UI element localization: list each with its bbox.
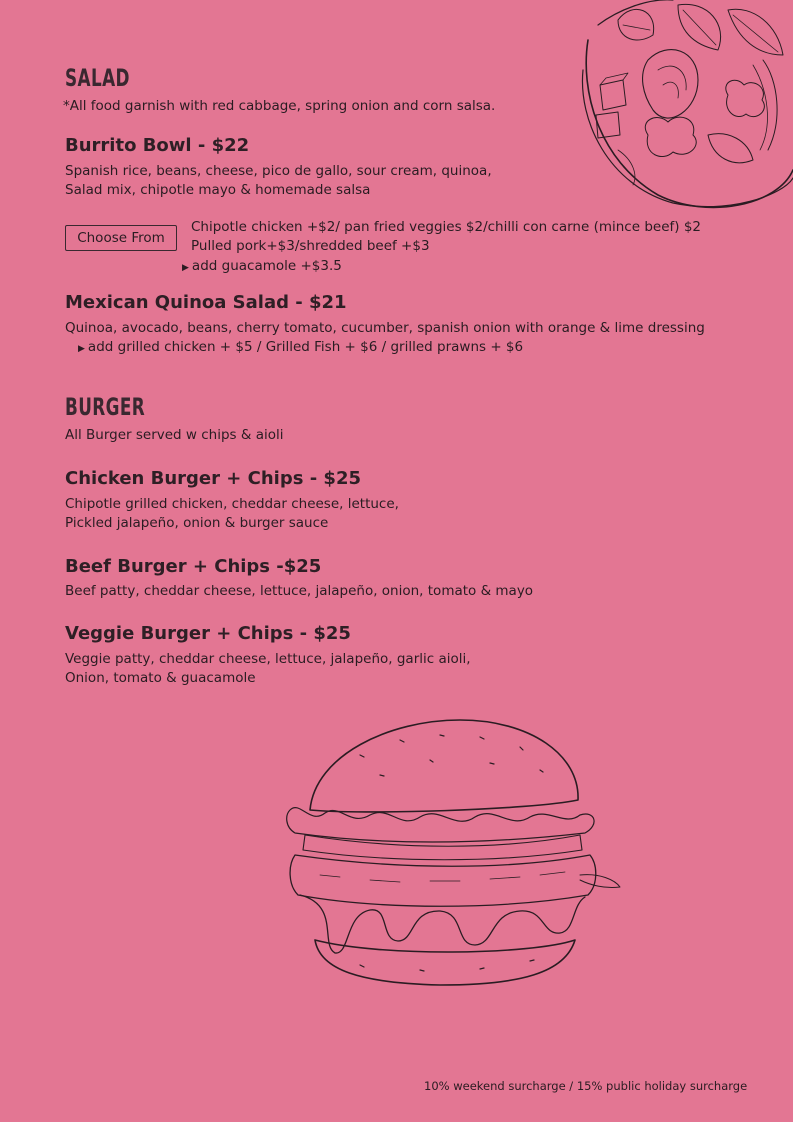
quinoa-addon	[78, 338, 523, 359]
choose-from-button[interactable]: Choose From	[65, 225, 177, 251]
burger-heading: BURGER	[65, 393, 146, 421]
veggie-desc-line-1: Veggie patty, cheddar cheese, lettuce, jalapeño, garlic aioli,	[65, 651, 471, 667]
salad-note: *All food garnish with red cabbage, spring onion and corn salsa.	[63, 98, 496, 114]
burger-note: All Burger served w chips & aioli	[65, 427, 284, 443]
burrito-options-line-2: Pulled pork+$3/shredded beef +$3	[191, 238, 430, 254]
burger-illustration	[280, 715, 625, 990]
arrow-icon: ▶	[78, 344, 85, 354]
salad-heading: SALAD	[65, 64, 130, 92]
veggie-burger-title: Veggie Burger + Chips - $25	[65, 623, 351, 644]
chicken-desc-line-1: Chipotle grilled chicken, cheddar cheese, lettuce,	[65, 496, 399, 512]
burrito-desc-line-2: Salad mix, chipotle mayo & homemade salsa	[65, 182, 371, 198]
burrito-options	[191, 218, 701, 256]
quinoa-salad-title: Mexican Quinoa Salad - $21	[65, 292, 347, 313]
salad-bowl-illustration	[578, 0, 793, 210]
chicken-burger-description	[65, 495, 399, 533]
burrito-desc-line-1: Spanish rice, beans, cheese, pico de gallo, sour cream, quinoa,	[65, 163, 492, 179]
veggie-burger-description	[65, 650, 471, 688]
surcharge-footer: 10% weekend surcharge / 15% public holiday surcharge	[424, 1079, 748, 1093]
arrow-icon: ▶	[182, 263, 189, 273]
chicken-burger-title: Chicken Burger + Chips - $25	[65, 468, 362, 489]
burrito-addon	[182, 257, 342, 278]
beef-burger-description: Beef patty, cheddar cheese, lettuce, jalapeño, onion, tomato & mayo	[65, 583, 534, 599]
burrito-options-line-1: Chipotle chicken +$2/ pan fried veggies $2/chilli con carne (mince beef) $2	[191, 219, 702, 235]
beef-burger-title: Beef Burger + Chips -$25	[65, 556, 322, 577]
burrito-addon-label: add guacamole +$3.5	[191, 258, 342, 274]
chicken-desc-line-2: Pickled jalapeño, onion & burger sauce	[65, 515, 329, 531]
quinoa-salad-description: Quinoa, avocado, beans, cherry tomato, cucumber, spanish onion with orange & lime dressing	[65, 320, 705, 336]
burrito-bowl-title: Burrito Bowl - $22	[65, 135, 250, 156]
veggie-desc-line-2: Onion, tomato & guacamole	[65, 670, 256, 686]
burrito-bowl-description	[65, 162, 492, 200]
quinoa-addon-label: add grilled chicken + $5 / Grilled Fish + $6 / grilled prawns + $6	[87, 339, 524, 355]
